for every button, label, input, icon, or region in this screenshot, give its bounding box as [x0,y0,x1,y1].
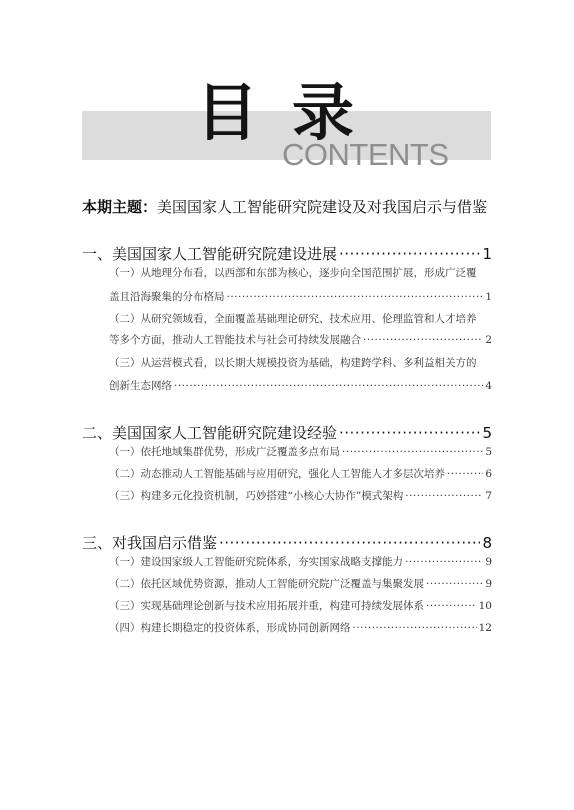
item-page: 6 [485,468,492,480]
theme-line [82,197,487,217]
toc-item-3-4[interactable] [109,621,492,636]
toc-section-3[interactable] [82,533,492,553]
item-text: （四）构建长期稳定的投资体系，形成协同创新网络 [109,622,351,634]
dot-leader [353,621,477,636]
item-page: 12 [478,622,492,634]
toc-item-3-3[interactable] [109,599,492,614]
toc-item-2-3[interactable] [109,489,492,504]
item-text: （二）动态推动人工智能基础与应用研究，强化人工智能人才多层次培养 [109,468,445,480]
item-page: 4 [485,380,492,392]
item-text: 创新生态网络 [109,380,172,392]
item-text: （三）实现基础理论创新与技术应用拓展并重，构建可持续发展体系 [109,600,424,612]
toc-item-3-1[interactable] [109,555,492,570]
dot-leader [174,379,483,394]
dot-leader [426,577,483,592]
dot-leader [405,555,483,570]
page-title: 目录 [196,76,389,149]
item-page: 5 [485,446,492,458]
toc-item-1-2[interactable] [109,333,492,348]
item-page: 10 [478,600,492,612]
section-page: 5 [482,424,492,442]
item-text: （一）建设国家级人工智能研究院体系，夯实国家战略支撑能力 [109,556,403,568]
toc-item-line[interactable]: （三）从运营模式看，以长期大规模投资为基础，构建跨学科、多利益相关方的 [109,357,477,369]
item-text: （三）构建多元化投资机制，巧妙搭建“小核心大协作”模式架构 [109,490,404,502]
dot-leader [339,423,480,443]
section-title: 二、美国国家人工智能研究院建设经验 [82,424,338,442]
item-page: 9 [485,578,492,590]
item-page: 2 [485,334,492,346]
toc-item-2-1[interactable] [109,445,492,460]
page-subtitle: CONTENTS [282,137,449,172]
item-text: 等多个方面，推动人工智能技术与社会可持续发展融合 [109,334,361,346]
toc-section-2[interactable] [82,423,492,443]
dot-leader [339,244,480,264]
dot-leader [227,290,484,305]
section-title: 一、美国国家人工智能研究院建设进展 [82,245,338,263]
dot-leader [426,599,477,614]
item-page: 9 [485,556,492,568]
toc-item-3-2[interactable] [109,577,492,592]
theme-text: 美国国家人工智能研究院建设及对我国启示与借鉴 [157,198,488,216]
toc-item-1-1[interactable] [109,290,492,305]
theme-label: 本期主题： [82,198,158,216]
dot-leader [405,489,483,504]
toc-item-line[interactable]: （二）从研究领域看，全面覆盖基础理论研究、技术应用、伦理监管和人才培养 [109,313,477,325]
toc-item-2-2[interactable] [109,467,492,482]
item-text: （一）依托地域集群优势，形成广泛覆盖多点布局 [109,446,340,458]
dot-leader [363,333,483,348]
section-page: 1 [482,245,492,263]
toc-item-line[interactable]: （一）从地理分布看，以西部和东部为核心，逐步向全国范围扩展，形成广泛覆 [109,267,477,279]
dot-leader [447,467,483,482]
dot-leader [342,445,483,460]
dot-leader [219,533,480,553]
toc-item-1-3[interactable] [109,379,492,394]
section-page: 8 [482,534,492,552]
item-text: 盖且沿海聚集的分布格局 [109,291,225,303]
toc-section-1[interactable] [82,244,492,264]
section-title: 三、对我国启示借鉴 [82,534,218,552]
item-page: 7 [485,490,492,502]
item-text: （二）依托区域优势资源，推动人工智能研究院广泛覆盖与集聚发展 [109,578,424,590]
item-page: 1 [485,291,492,303]
